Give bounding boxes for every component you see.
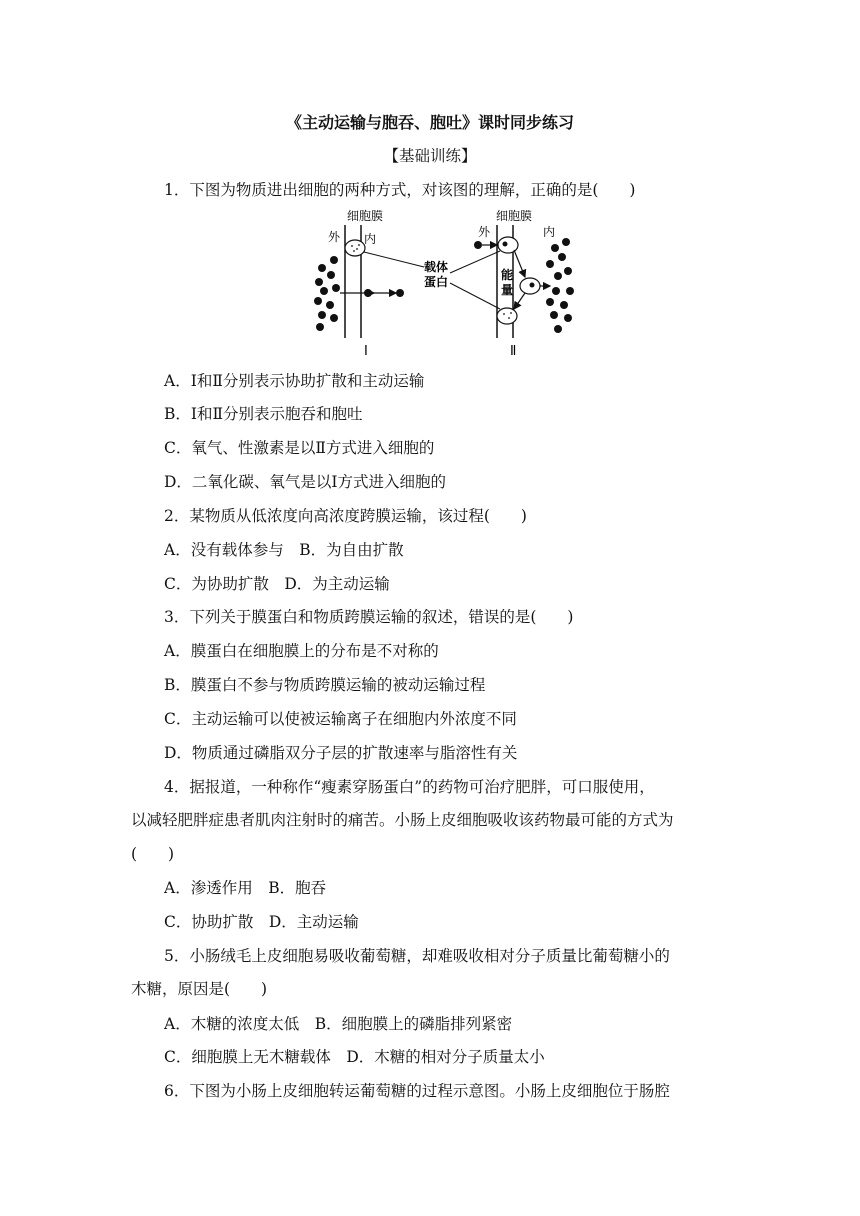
molecules-inside-2 bbox=[546, 238, 574, 333]
q3-option-b: B．膜蛋白不参与物质跨膜运输的被动运输过程 bbox=[164, 676, 486, 694]
inside-label-1: 内 bbox=[364, 232, 377, 246]
molecules-outside-1 bbox=[314, 256, 340, 331]
question-5-line2: 木糖，原因是( ) bbox=[131, 980, 268, 998]
carrier-label-line2: 蛋白 bbox=[424, 275, 449, 289]
transport-figure bbox=[300, 205, 590, 360]
q4-options-cd: C．协助扩散 D．主动运输 bbox=[164, 913, 359, 931]
question-6: 6．下图为小肠上皮细胞转运葡萄糖的过程示意图。小肠上皮细胞位于肠腔 bbox=[164, 1082, 670, 1100]
question-5-line1: 5．小肠绒毛上皮细胞易吸收葡萄糖，却难吸收相对分子质量比葡萄糖小的 bbox=[164, 947, 670, 965]
carrier-protein bbox=[497, 308, 517, 324]
q1-option-c: C．氧气、性激素是以Ⅱ方式进入细胞的 bbox=[164, 439, 435, 457]
q4-options-ab: A．渗透作用 B．胞吞 bbox=[164, 879, 327, 897]
q5-options-ab: A．木糖的浓度太低 B．细胞膜上的磷脂排列紧密 bbox=[164, 1015, 513, 1033]
membrane-label-1: 细胞膜 bbox=[347, 209, 384, 223]
q1-option-d: D．二氧化碳、氧气是以Ⅰ方式进入细胞的 bbox=[164, 473, 447, 491]
q5-options-cd: C．细胞膜上无木糖载体 D．木糖的相对分子质量太小 bbox=[164, 1048, 545, 1066]
question-4-line3: ( ) bbox=[131, 845, 175, 863]
q3-option-a: A．膜蛋白在细胞膜上的分布是不对称的 bbox=[164, 642, 439, 660]
q1-option-b: B．Ⅰ和Ⅱ分别表示胞吞和胞吐 bbox=[164, 405, 363, 423]
q3-option-c: C．主动运输可以使被运输离子在细胞内外浓度不同 bbox=[164, 710, 517, 728]
carrier-protein bbox=[498, 237, 518, 253]
inside-label-2: 内 bbox=[543, 225, 556, 239]
question-1: 1．下图为物质进出细胞的两种方式，对该图的理解，正确的是( ) bbox=[164, 181, 636, 199]
question-3: 3．下列关于膜蛋白和物质跨膜运输的叙述，错误的是( ) bbox=[164, 608, 574, 626]
panel-label-2: Ⅱ bbox=[510, 344, 517, 359]
outside-label-2: 外 bbox=[478, 225, 491, 239]
energy-label-1: 能 bbox=[501, 268, 514, 282]
page-title: 《主动运输与胞吞、胞吐》课时同步练习 bbox=[285, 113, 574, 132]
question-4-line1: 4．据报道，一种称作“瘦素穿肠蛋白”的药物可治疗肥胖，可口服使用， bbox=[164, 778, 655, 796]
panel-label-1: Ⅰ bbox=[364, 344, 368, 359]
section-heading: 【基础训练】 bbox=[383, 147, 477, 165]
outside-label-1: 外 bbox=[328, 230, 341, 244]
q2-options-cd: C．为协助扩散 D．为主动运输 bbox=[164, 575, 390, 593]
question-2: 2．某物质从低浓度向高浓度跨膜运输，该过程( ) bbox=[164, 507, 527, 525]
q1-option-a: A．Ⅰ和Ⅱ分别表示协助扩散和主动运输 bbox=[164, 372, 425, 390]
membrane-label-2: 细胞膜 bbox=[496, 209, 533, 223]
q2-options-ab: A．没有载体参与 B．为自由扩散 bbox=[164, 541, 404, 559]
carrier-label-line1: 载体 bbox=[424, 260, 449, 274]
carrier-protein bbox=[345, 240, 365, 256]
question-4-line2: 以减轻肥胖症患者肌肉注射时的痛苦。小肠上皮细胞吸收该药物最可能的方式为 bbox=[131, 811, 674, 829]
q3-option-d: D．物质通过磷脂双分子层的扩散速率与脂溶性有关 bbox=[164, 744, 518, 762]
energy-label-2: 量 bbox=[501, 283, 514, 297]
